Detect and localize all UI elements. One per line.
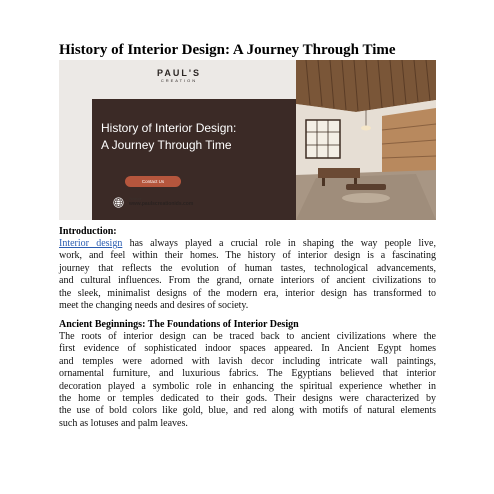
intro-line-4: and cultural influences. From the grand, ornate interiors of ancient civilizations to xyxy=(59,275,436,287)
website-url[interactable]: www.paulscreationids.com xyxy=(129,201,194,207)
website-label: Website xyxy=(129,197,142,201)
globe-icon xyxy=(113,197,124,208)
ancient-line-3: and temples were adorned with lavish decor including intricate wall paintings, xyxy=(59,355,436,367)
website-row xyxy=(113,197,293,209)
interior-room-photo xyxy=(296,60,436,220)
ancient-line-2: first evidence of sophisticated indoor spaces appeared. In Ancient Egypt homes xyxy=(59,343,436,355)
document-title: History of Interior Design: A Journey Through Time xyxy=(59,42,396,58)
introduction-heading: Introduction: xyxy=(59,226,117,237)
ancient-line-5: decoration played a symbolic role in enhancing the spiritual experience whether in xyxy=(59,380,436,392)
ancient-line-4: ornamental furniture, and luxurious fabrics. The Egyptians believed that interior xyxy=(59,368,436,380)
intro-line-1 xyxy=(59,238,436,250)
introduction-paragraph xyxy=(59,238,436,312)
intro-line-3: journey that reflects the evolution of human tastes, technological advancements, xyxy=(59,262,436,274)
contact-us-button[interactable]: Contact Us xyxy=(125,176,181,187)
interior-design-link[interactable]: Interior design xyxy=(59,238,123,249)
ancient-line-8: such as lotuses and palm leaves. xyxy=(59,417,188,429)
intro-line-2: work, and feel within their homes. The history of interior design is a fascinating xyxy=(59,250,436,262)
banner-heading xyxy=(101,120,291,154)
intro-line-6: meet the changing needs and desires of society. xyxy=(59,300,249,312)
brand-logo xyxy=(59,68,299,84)
ancient-line-6: the home or temples dedicated to their gods. Their designs were characterized by xyxy=(59,393,436,405)
banner-heading-line-2: A Journey Through Time xyxy=(101,138,232,152)
hero-banner xyxy=(59,60,436,220)
logo-sub-text: CREATION xyxy=(160,78,198,83)
logo-main-text: PAUL'S xyxy=(157,68,201,78)
ancient-line-1: The roots of interior design can be traced back to ancient civilizations where the xyxy=(59,331,436,342)
intro-line-1-text: has always played a crucial role in shaping the way people live, xyxy=(122,238,436,249)
intro-line-5: the sleek, minimalist designs of the modern era, interior design has transformed to xyxy=(59,287,436,299)
ancient-line-7: the use of bold colors like gold, blue, and red along with motifs of natural elements xyxy=(59,405,436,417)
ancient-beginnings-paragraph xyxy=(59,331,436,430)
ancient-beginnings-heading: Ancient Beginnings: The Foundations of Interior Design xyxy=(59,319,299,330)
banner-heading-line-1: History of Interior Design: xyxy=(101,121,237,135)
